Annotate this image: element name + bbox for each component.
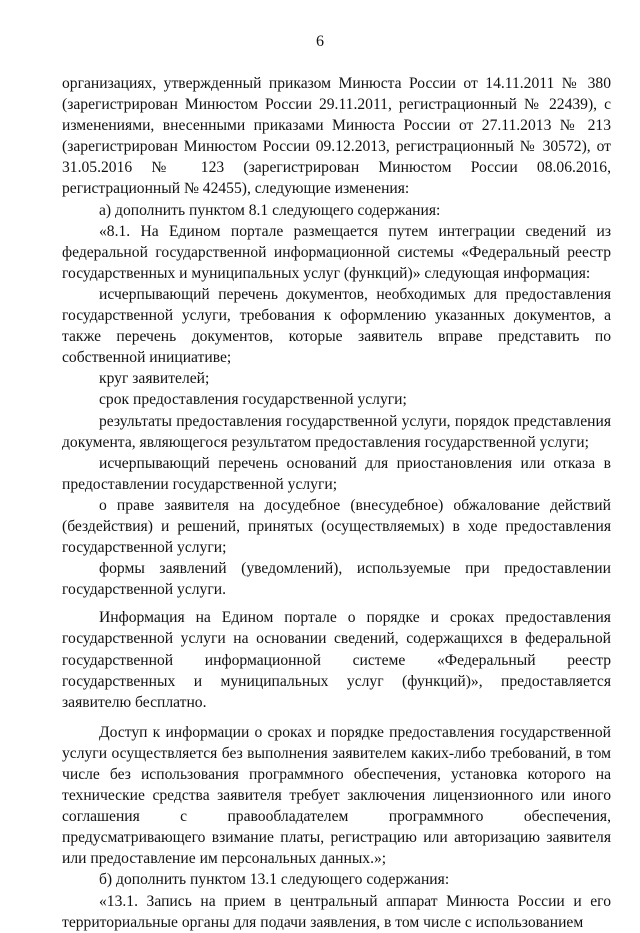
paragraph-grounds: исчерпывающий перечень оснований для приостановления или отказа в предоставлении государственной услуги; — [62, 454, 611, 493]
paragraph-documents-list: исчерпывающий перечень документов, необходимых для предоставления государственной услуги, требования к оформлению указанных документов, а также перечень документов, которые заявитель вправе представить по собственной инициативе; — [62, 285, 611, 367]
page-number: 6 — [316, 33, 324, 50]
paragraph-13-1: «13.1. Запись на прием в центральный аппарат Минюста России и его территориальные органы для подачи заявления, в том числе с использованием — [62, 892, 611, 931]
paragraph-applicants: круг заявителей; — [99, 370, 210, 388]
paragraph-results: результаты предоставления государственной услуги, порядок представления документа, являющегося результатом предоставления государственной услуги; — [62, 412, 611, 451]
paragraph-8-1: «8.1. На Едином портале размещается путем интеграции сведений из федеральной государственной информационной системы «Федеральный реестр государственных и муниципальных услуг (функций)» следующая информация: — [62, 222, 611, 282]
paragraph-item-b: б) дополнить пунктом 13.1 следующего содержания: — [99, 871, 450, 889]
paragraph-appeal-right: о праве заявителя на досудебное (внесудебное) обжалование действий (бездействия) и решений, принятых (осуществляемых) в ходе предоставления государственной услуги; — [62, 496, 611, 557]
paragraph-free-info: Информация на Едином портале о порядке и сроках предоставления государственной услуги на основании сведений, содержащихся в федеральной государственной информационной системе «Федеральный реестр государственных и муниципальных услуг (функций)», предоставляется заявителю бесплатно. — [62, 609, 611, 711]
paragraph-forms: формы заявлений (уведомлений), используемые при предоставлении государственной услуги. — [62, 560, 611, 599]
paragraph-access: Доступ к информации о сроках и порядке предоставления государственной услуги осуществляется без выполнения заявителем каких-либо требований, в том числе без использования программного обеспечения, установка которого на технические средства заявителя требует заключения лицензионного или иного соглашения с правообладателем программного обеспечения, предусматривающего взимание платы, регистрацию или авторизацию заявителя или предоставление им персональных данных.»; — [62, 723, 611, 868]
paragraph-intro: организациях, утвержденный приказом Минюста России от 14.11.2011 № 380 (зарегистрирован Минюстом России 29.11.2011, регистрационный № 22439), с изменениями, внесенными приказами Минюста России от 27.11.2013 № 213 (зарегистрирован Минюстом России 09.12.2013, регистрационный № 30572), от 31.05.2016 № 123 (зарегистрирован Минюстом России 08.06.2016, регистрационный № 42455), следующие изменения: — [62, 75, 611, 198]
paragraph-term: срок предоставления государственной услуги; — [99, 391, 407, 409]
paragraph-item-a: а) дополнить пунктом 8.1 следующего содержания: — [99, 201, 441, 219]
document-body — [62, 73, 611, 933]
